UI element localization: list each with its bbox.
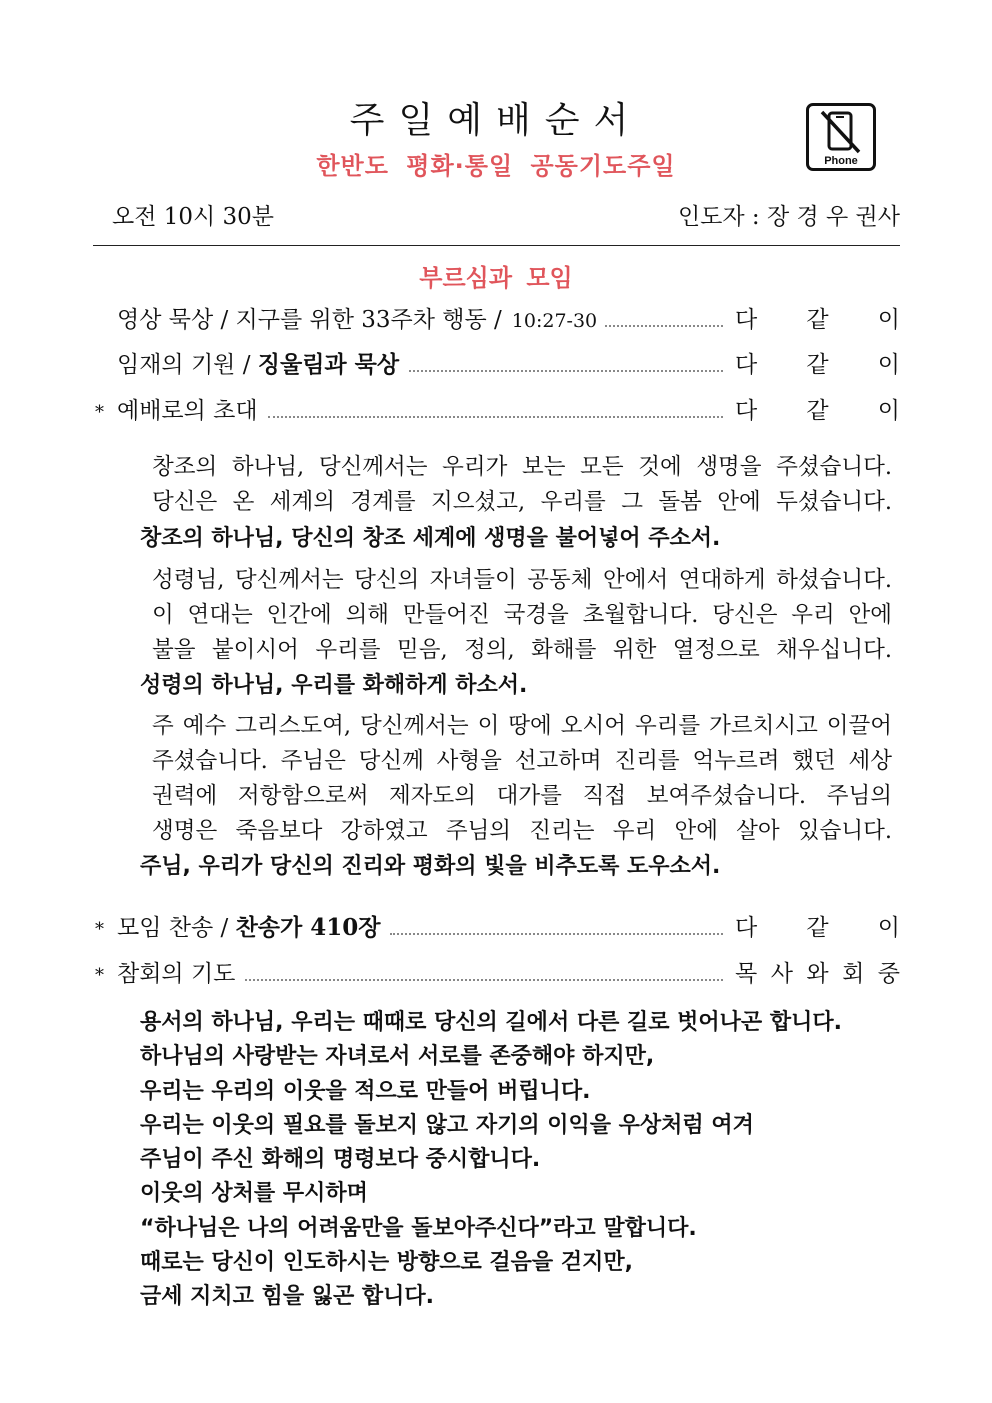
service-time: 오전 10시 30분 <box>112 204 275 230</box>
order-row-gathering-hymn <box>95 909 900 943</box>
page-title: 주일예배순서 <box>349 100 643 141</box>
header-divider <box>93 245 900 246</box>
row-label: 영상 묵상 / 지구를 위한 33주차 행동 / <box>117 307 502 333</box>
response-2: 성령의 하나님, 우리를 화해하게 하소서. <box>140 673 528 698</box>
row-star: * <box>95 919 104 940</box>
invitation-paragraph-1: 창조의 하나님, 당신께서는 우리가 보는 모든 것에 생명을 주셨습니다. 당신은 온 세계의 경계를 지으셨고, 우리를 그 돌봄 안에 두셨습니다. <box>152 454 892 515</box>
row-performer: 다 같 이 <box>735 307 900 333</box>
leader-dots <box>245 979 723 981</box>
service-leader: 인도자 : 장 경 우 권사 <box>677 204 900 230</box>
row-performer: 다 같 이 <box>735 352 900 378</box>
invitation-paragraph-2: 성령님, 당신께서는 당신의 자녀들이 공동체 안에서 연대하게 하셨습니다. 이 연대는 인간에 의해 만들어진 국경을 초월합니다. 당신은 우리 안에 불을 붙이시어 우리를 믿음, 정의, 화해를 위한 열정으로 채우십니다. <box>152 567 892 663</box>
no-phone-badge <box>806 103 876 171</box>
leader-dots <box>605 325 723 327</box>
row-label: 참회의 기도 <box>117 961 236 987</box>
confession-prayer: 용서의 하나님, 우리는 때때로 당신의 길에서 다른 길로 벗어나곤 합니다. 하나님의 사랑받는 자녀로서 서로를 존중해야 하지만, 우리는 우리의 이웃을 적으로 만들어 버립니다. 우리는 이웃의 필요를 돌보지 않고 자기의 이익을 우상처럼 여겨 주님이 주신 화해의 명령보다 중시합니다. 이웃의 상처를 무시하며 “하나님은 나의 어려움만을 돌보아주신다”라고 말합니다. 때로는 당신이 인도하시는 방향으로 걸음을 걷지만, 금세 지치고 힘을 잃곤 합니다. <box>140 1010 842 1310</box>
response-3: 주님, 우리가 당신의 진리와 평화의 빛을 비추도록 도우소서. <box>140 854 721 879</box>
invitation-paragraph-3: 주 예수 그리스도여, 당신께서는 이 땅에 오시어 우리를 가르치시고 이끌어 주셨습니다. 주님은 당신께 사형을 선고하며 진리를 억누르려 했던 세상 권력에 저항함으로써 제자도의 대가를 직접 보여주셨습니다. 주님의 생명은 죽음보다 강하였고 주님의 진리는 우리 안에 살아 있습니다. <box>152 713 892 844</box>
page-subtitle: 한반도 평화·통일 공동기도주일 <box>316 152 676 180</box>
phone-badge-label: Phone <box>824 155 858 167</box>
order-row-call-to-worship <box>95 392 900 426</box>
row-performer: 다 같 이 <box>735 398 900 424</box>
leader-dots <box>390 933 723 935</box>
row-reference: 10:27-30 <box>511 310 598 332</box>
row-label: 모임 찬송 / 찬송가 410장 <box>117 914 381 941</box>
row-star: * <box>95 965 104 986</box>
row-label: 예배로의 초대 <box>117 398 258 424</box>
no-phone-icon <box>809 106 873 168</box>
leader-dots <box>409 370 723 372</box>
section-heading: 부르심과 모임 <box>419 264 573 292</box>
row-star: * <box>95 402 104 423</box>
leader-dots <box>268 416 723 418</box>
response-1: 창조의 하나님, 당신의 창조 세계에 생명을 불어넣어 주소서. <box>140 526 721 551</box>
order-row-invocation <box>95 346 900 380</box>
order-row-confession <box>95 955 900 989</box>
order-row-meditation <box>95 301 900 335</box>
row-performer: 다 같 이 <box>735 915 900 941</box>
row-performer: 목 사 와 회 중 <box>735 961 900 987</box>
row-label: 임재의 기원 / 징울림과 묵상 <box>117 351 400 378</box>
